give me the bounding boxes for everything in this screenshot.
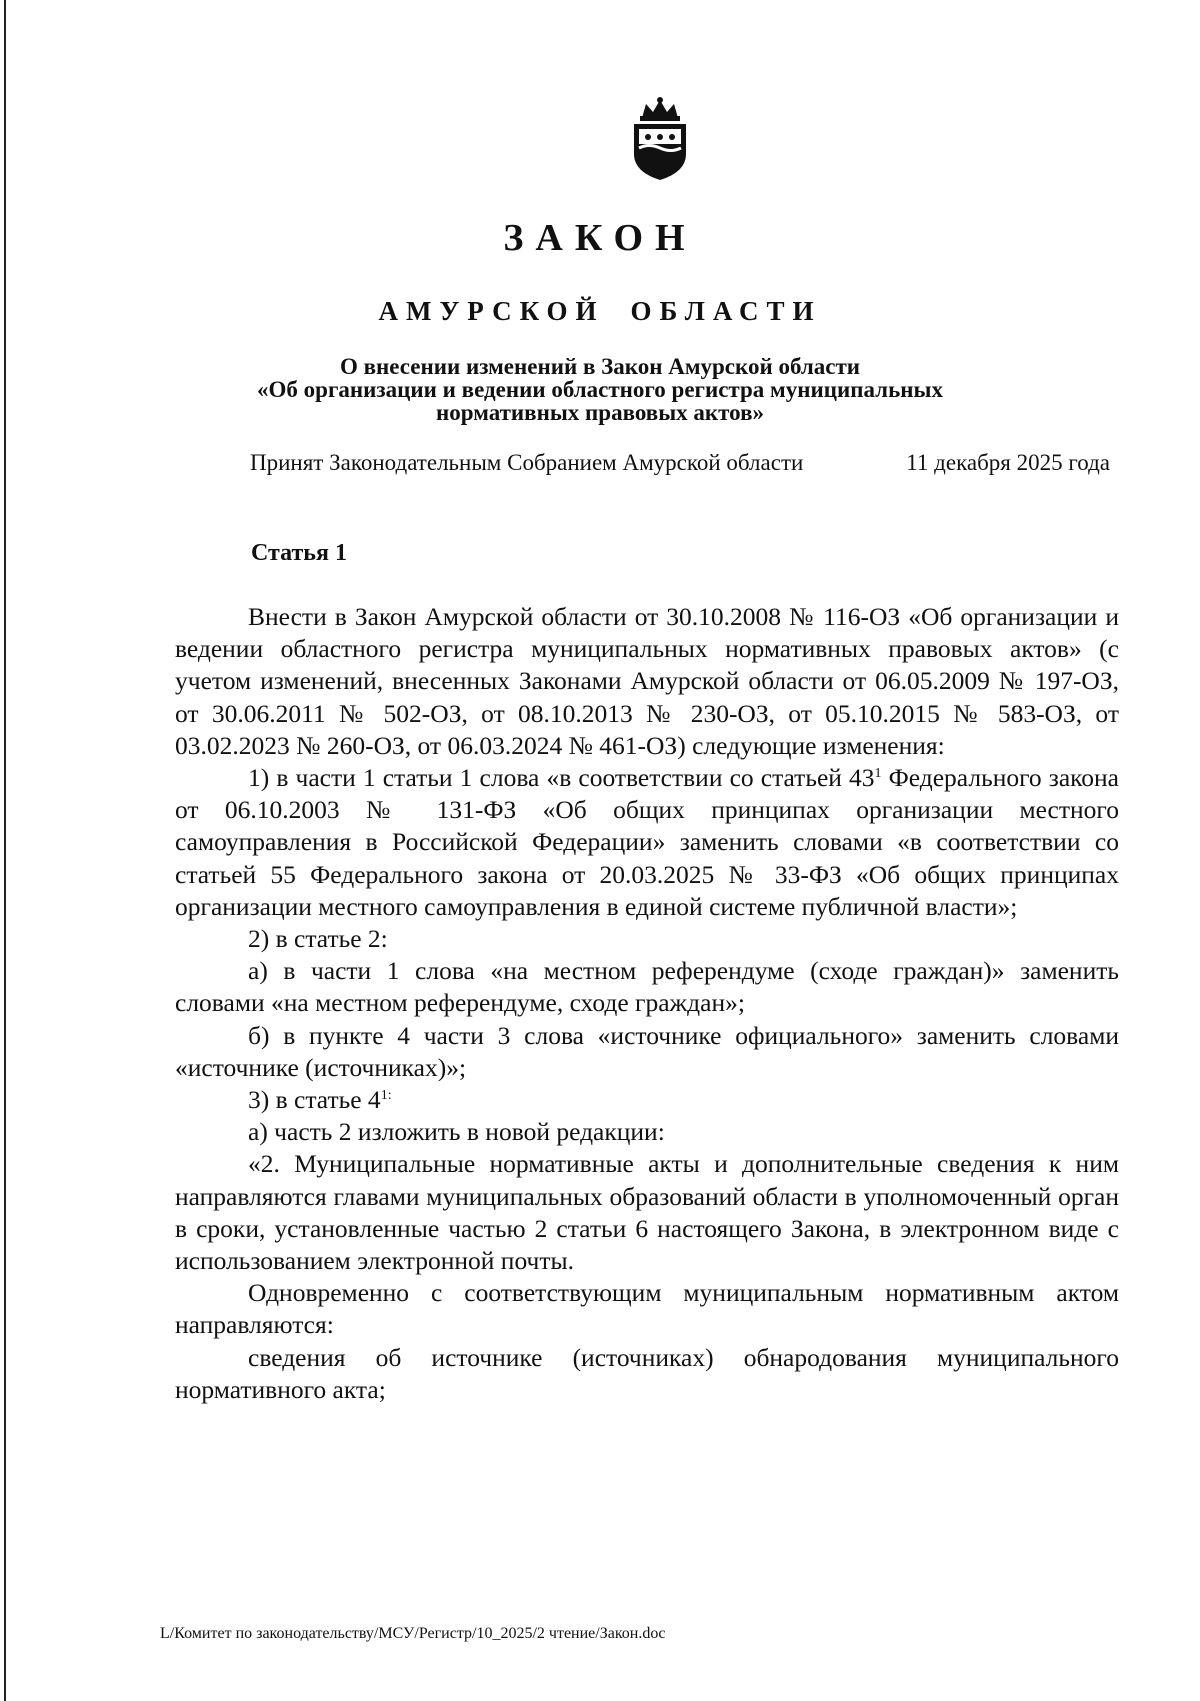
adoption-text: Принят Законодательным Собранием Амурской области bbox=[250, 450, 804, 475]
paragraph: Одновременно с соответствующим муниципальным нормативным актом направляются: bbox=[175, 1278, 1119, 1340]
paragraph: Внести в Закон Амурской области от 30.10.2008 № 116-ОЗ «Об организации и ведении областного регистра муниципальных нормативных правовых актов» (с учетом изменений, внесенных Законами Амурской области от 06.05.2009 № 197-ОЗ, от 30.06.2011 № 502-ОЗ, от 08.10.2013 № 230-ОЗ, от 05.10.2015 № 583-ОЗ, от 03.02.2023 № 260-ОЗ, от 06.03.2024 № 461-ОЗ) следующие изменения: bbox=[175, 602, 1119, 760]
paragraph: 3) в статье $4^{1:}$ bbox=[248, 1085, 392, 1115]
paragraph: 1) в части 1 статьи 1 слова «в соответствии со статьей $43^1$ Федерального закона от 06.10.2003 № 131-ФЗ «Об общих принципах организации местного самоуправления в Российской Федерации» заменить словами «в соответствии со статьей 55 Федерального закона от 20.03.2025 № 33-ФЗ «Об общих принципах организации местного самоуправления в единой системе публичной власти»; bbox=[175, 763, 1119, 921]
document-subtitle bbox=[0, 296, 1200, 327]
paragraph: а) в части 1 слова «на местном референдуме (сходе граждан)» заменить словами «на местном референдуме, сходе граждан»; bbox=[175, 956, 1119, 1018]
file-path-footer: L/Комитет по законодательству/МСУ/Регистр/10_2025/2 чтение/Закон.doc bbox=[160, 1625, 666, 1642]
heading-line: нормативных правовых актов» bbox=[436, 400, 764, 425]
subtitle-oblast: ОБЛАСТИ bbox=[630, 296, 822, 326]
paragraph: сведения об источнике (источниках) обнародования муниципального нормативного акта; bbox=[175, 1342, 1119, 1404]
adoption-date: 11 декабря 2025 года bbox=[906, 450, 1110, 475]
paragraph: 2) в статье 2: bbox=[248, 924, 388, 954]
coat-of-arms-icon bbox=[622, 96, 698, 182]
document-title: ЗАКОН bbox=[503, 217, 697, 259]
article-body bbox=[175, 601, 1119, 1406]
paragraph: а) часть 2 изложить в новой редакции: bbox=[248, 1117, 665, 1147]
heading-line: «Об организации и ведении областного регистра муниципальных bbox=[257, 377, 943, 402]
heading-line: О внесении изменений в Закон Амурской области bbox=[339, 354, 861, 379]
paragraph: б) в пункте 4 части 3 слова «источнике официального» заменить словами «источнике (источниках)»; bbox=[175, 1020, 1119, 1082]
article-title: Статья 1 bbox=[251, 540, 347, 566]
paragraph: «2. Муниципальные нормативные акты и дополнительные сведения к ним направляются главами муниципальных образований области в уполномоченный орган в сроки, установленные частью 2 статьи 6 настоящего Закона, в электронном виде с использованием электронной почты. bbox=[175, 1149, 1119, 1276]
adoption-line bbox=[250, 450, 1110, 476]
subtitle-region: АМУРСКОЙ bbox=[378, 296, 605, 326]
law-heading bbox=[0, 355, 1200, 424]
